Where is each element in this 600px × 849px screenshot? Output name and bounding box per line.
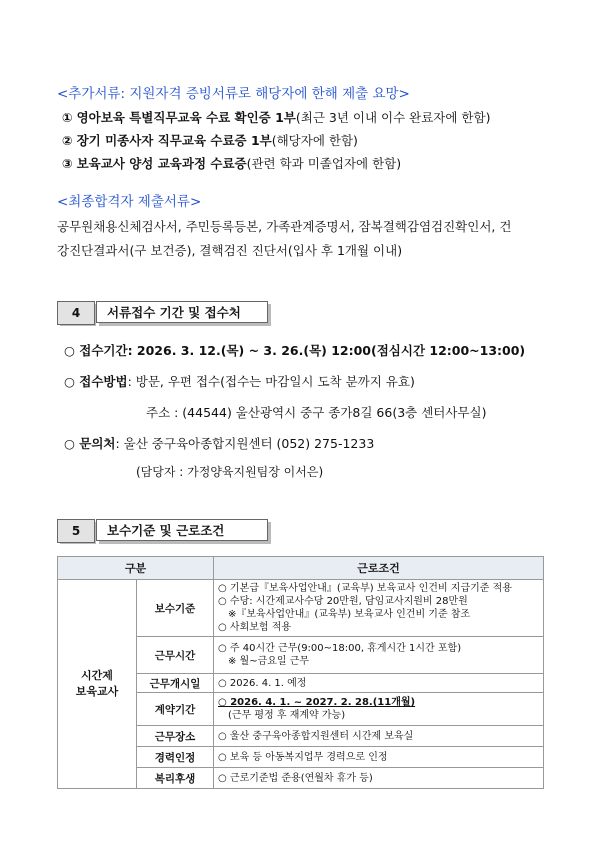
final-docs-heading: <최종합격자 제출서류>: [57, 194, 202, 210]
table-header-row: [58, 557, 544, 580]
row-label-career: 경력인정: [137, 747, 214, 768]
item-bold-text: 장기 미종사자 직무교육 수료증 1부: [76, 133, 272, 148]
item-bold-text: 보육교사 양성 교육과정 수료증: [76, 156, 247, 171]
section-5-title: 보수기준 및 근로조건: [96, 519, 268, 541]
row-label-contract: 계약기간: [137, 693, 214, 726]
contact-person: (담당자 : 가정양육지원팀장 이서은): [136, 465, 324, 479]
item-number: ③: [62, 156, 73, 171]
final-docs-line-1: 공무원채용신체검사서, 주민등록등본, 가족관계증명서, 잠복결핵감염검진확인서, 건: [57, 219, 512, 234]
row-label-location: 근무장소: [137, 726, 214, 747]
condition-line: ○ 보육 등 아동복지업무 경력으로 인정: [218, 751, 388, 763]
row-content-contract: [214, 693, 544, 726]
condition-line: ○ 주 40시간 근무(9:00~18:00, 휴게시간 1시간 포함): [218, 643, 462, 654]
row-content-location: [214, 726, 544, 747]
row-label-hours: 근무시간: [137, 637, 214, 674]
contact-value: : 울산 중구육아종합지원센터 (052) 275-1233: [115, 436, 375, 451]
condition-line: ○ 2026. 4. 1. ~ 2027. 2. 28.(11개월): [218, 697, 416, 708]
row-content-career: [214, 747, 544, 768]
work-conditions-table: [57, 556, 544, 789]
row-content-salary: [214, 580, 544, 637]
submission-period: [64, 341, 525, 359]
method-label: ○ 접수방법: [64, 374, 128, 389]
condition-line: ○ 기본급『보육사업안내』(교육부) 보육교사 인건비 지급기준 적용: [218, 583, 512, 594]
additional-docs-heading: <추가서류: 지원자격 증빙서류로 해당자에 한해 제출 요망>: [57, 86, 410, 102]
period-value: : 2026. 3. 12.(목) ~ 3. 26.(목) 12:00(점심시간 12:00~13:00): [127, 343, 526, 358]
row-content-hours: [214, 637, 544, 674]
contact-label: ○ 문의처: [64, 436, 116, 451]
additional-doc-item-1: [62, 108, 490, 126]
group-label-line-1: 시간제: [81, 669, 113, 682]
final-docs-line-2: 강진단결과서(구 보건증), 결핵검진 진단서(입사 후 1개월 이내): [57, 243, 403, 258]
additional-doc-item-3: [62, 154, 401, 172]
item-number: ②: [62, 133, 73, 148]
item-note: (최근 3년 이내 이수 완료자에 한함): [295, 110, 491, 125]
condition-line: ○ 근로기준법 준용(연월차 휴가 등): [218, 772, 373, 784]
section-4-title: 서류접수 기간 및 접수처: [96, 301, 268, 323]
condition-line: ○ 수당: 시간제교사수당 20만원, 담임교사지원비 28만원: [218, 596, 468, 607]
item-number: ①: [62, 110, 73, 125]
item-note: (해당자에 한함): [271, 133, 358, 148]
row-label-welfare: 복리후생: [137, 768, 214, 789]
row-label-salary: 보수기준: [137, 580, 214, 637]
period-label: ○ 접수기간: [64, 343, 128, 358]
row-content-start-date: [214, 674, 544, 693]
group-label-line-2: 보육교사: [75, 685, 119, 698]
section-4-number: 4: [57, 301, 95, 325]
row-label-start-date: 근무개시일: [137, 674, 214, 693]
row-content-welfare: [214, 768, 544, 789]
condition-line: ※ 월~금요일 근무: [228, 656, 310, 667]
header-category: 구분: [58, 557, 214, 580]
contact-info: [64, 434, 374, 452]
additional-doc-item-2: [62, 131, 358, 149]
submission-method: [64, 372, 415, 390]
method-value: : 방문, 우편 접수(접수는 마감일시 도착 분까지 유효): [127, 374, 415, 389]
group-label: [58, 580, 137, 789]
section-5-number: 5: [57, 519, 95, 543]
condition-line: (근무 평정 후 재계약 가능): [228, 710, 346, 721]
condition-line: ○ 울산 중구육아종합지원센터 시간제 보육실: [218, 730, 414, 742]
condition-line: ※『보육사업안내』(교육부) 보육교사 인건비 기준 참조: [228, 609, 471, 620]
item-bold-text: 영아보육 특별직무교육 수료 확인증 1부: [76, 110, 296, 125]
condition-line: ○ 사회보험 적용: [218, 622, 292, 633]
table-row: [58, 580, 544, 637]
header-conditions: 근로조건: [214, 557, 544, 580]
submission-address: 주소 : (44544) 울산광역시 중구 종가8길 66(3층 센터사무실): [146, 405, 487, 420]
condition-line: ○ 2026. 4. 1. 예정: [218, 677, 307, 689]
item-note: (관련 학과 미졸업자에 한함): [246, 156, 402, 171]
